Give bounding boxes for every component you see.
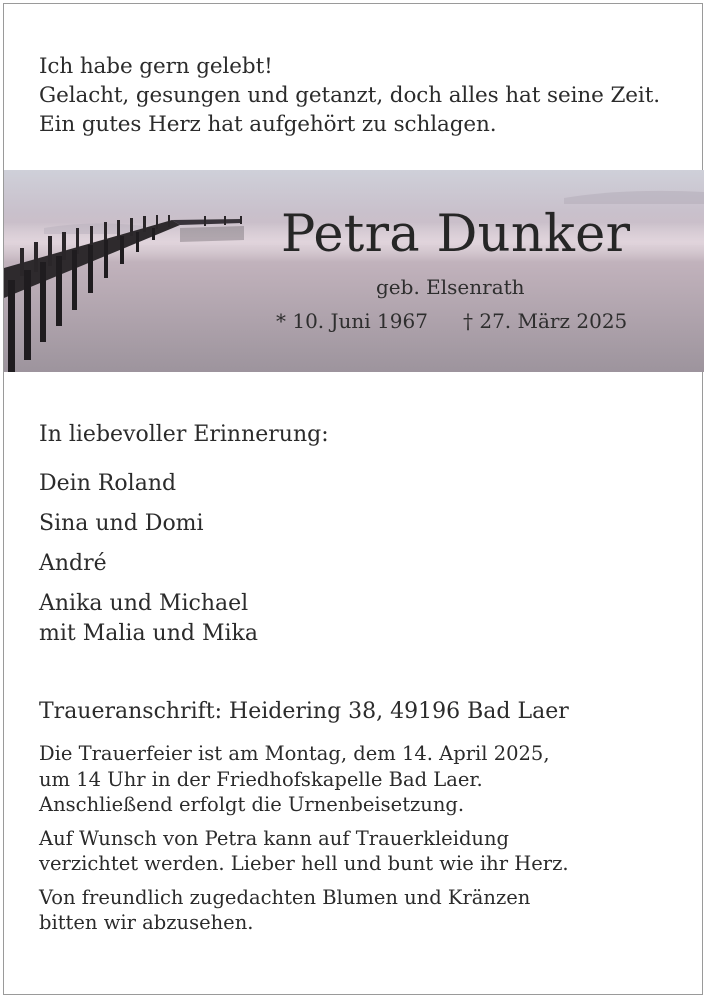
family-member — [39, 549, 258, 579]
info-line: Auf Wunsch von Petra kann auf Trauerkleidung — [39, 826, 510, 850]
family-member-line: Dein Roland — [39, 471, 177, 496]
motto-line: Ein gutes Herz hat aufgehört zu schlagen. — [39, 112, 497, 137]
jetty-lake-photo — [4, 170, 704, 372]
family-member-line: mit Malia und Mika — [39, 621, 258, 646]
info-line: Von freundlich zugedachten Blumen und Kränzen — [39, 885, 531, 909]
motto-line: Gelacht, gesungen und getanzt, doch alles hat seine Zeit. — [39, 83, 660, 108]
death-date: † 27. März 2025 — [463, 309, 628, 333]
family-member — [39, 509, 258, 539]
info-line: Die Trauerfeier ist am Montag, dem 14. April 2025, — [39, 742, 550, 765]
family-member-line: André — [39, 551, 107, 576]
funeral-info — [39, 741, 569, 944]
family-member-line: Sina und Domi — [39, 511, 204, 536]
info-paragraph — [39, 741, 569, 818]
info-line: Anschließend erfolgt die Urnenbeisetzung. — [39, 793, 465, 816]
jetty-illustration — [4, 170, 704, 372]
mourning-address: Traueranschrift: Heidering 38, 49196 Bad Laer — [39, 699, 569, 724]
memory-heading: In liebevoller Erinnerung: — [39, 422, 329, 447]
motto-verse — [39, 52, 679, 139]
maiden-name: geb. Elsenrath — [376, 275, 525, 299]
family-member-line: Anika und Michael — [39, 591, 249, 616]
info-paragraph — [39, 885, 569, 936]
info-line: bitten wir abzusehen. — [39, 911, 254, 934]
info-line: verzichtet werden. Lieber hell und bunt wie ihr Herz. — [39, 852, 569, 875]
family-member — [39, 469, 258, 499]
family-member — [39, 589, 258, 649]
family-list — [39, 469, 258, 659]
motto-line: Ich habe gern gelebt! — [39, 54, 273, 79]
birth-date: * 10. Juni 1967 — [276, 309, 428, 333]
info-paragraph — [39, 826, 569, 877]
info-line: um 14 Uhr in der Friedhofskapelle Bad Laer. — [39, 767, 483, 791]
deceased-name: Petra Dunker — [281, 205, 631, 264]
